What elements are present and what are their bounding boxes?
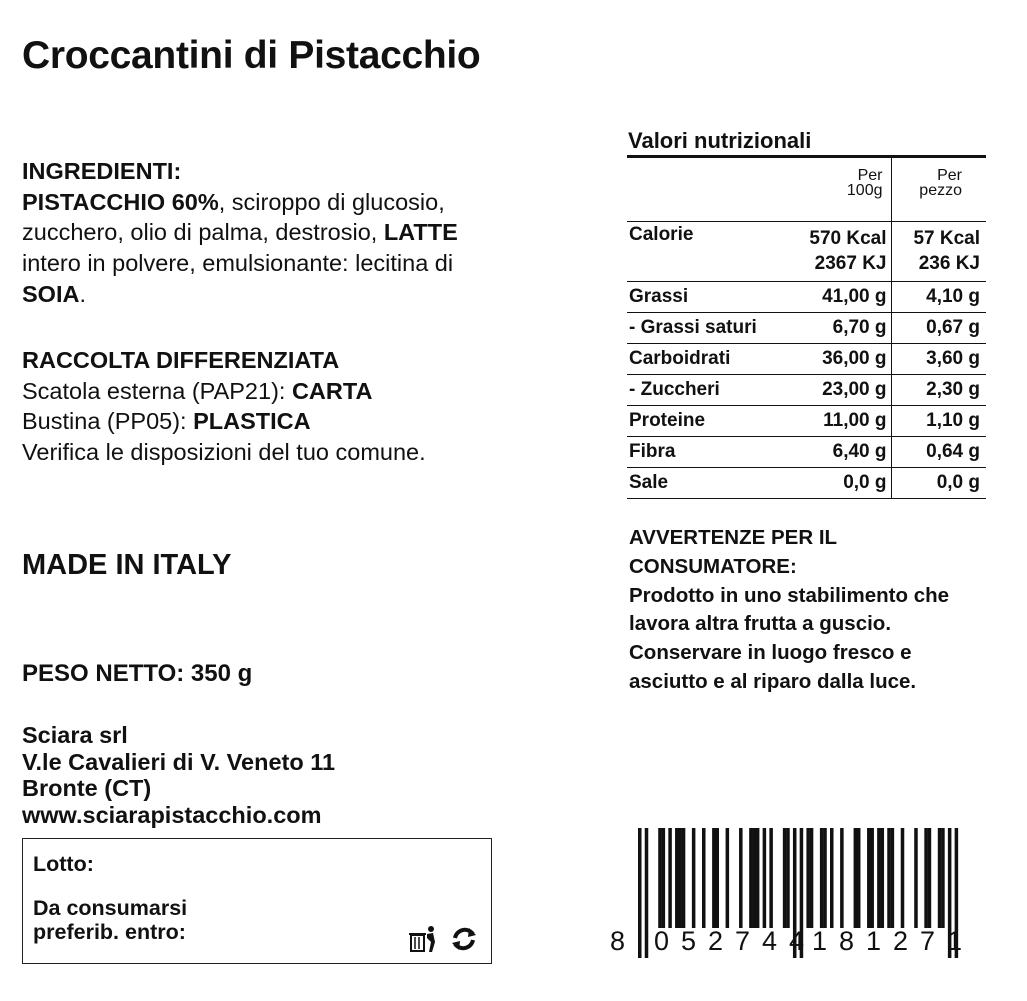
barcode-bar — [675, 828, 679, 928]
ingredients-text: intero in polvere, emulsionante: lecitina di — [22, 250, 454, 277]
lot-label: Lotto: — [33, 852, 94, 876]
barcode-bar — [810, 828, 814, 928]
barcode-bar — [692, 828, 696, 928]
nutrition-row — [627, 406, 986, 437]
ingredients-text: zucchero, olio di palma, destrosio, — [22, 219, 384, 246]
value-per-100g: 11,00 g — [798, 406, 891, 437]
barcode-bar — [786, 828, 790, 928]
company-website: www.sciarapistacchio.com — [22, 801, 322, 828]
barcode-bar — [840, 828, 844, 928]
nutrition-title: Valori nutrizionali — [628, 128, 812, 153]
nutrient-name: Calorie — [627, 222, 798, 282]
nutrition-row — [627, 344, 986, 375]
barcode-bar — [668, 828, 672, 928]
barcode-bar — [857, 828, 861, 928]
header-per-piece: Per pezzo — [891, 157, 986, 222]
barcode-bar — [712, 828, 716, 928]
value-per-piece: 1,10 g — [891, 406, 986, 437]
barcode-bar — [938, 828, 942, 928]
nutrition-row — [627, 375, 986, 406]
value-per-100g: 570 Kcal 2367 KJ — [798, 222, 891, 282]
ingredients-line — [22, 248, 562, 279]
nutrient-name: - Zuccheri — [627, 375, 798, 406]
value-per-piece: 2,30 g — [891, 375, 986, 406]
ingredients-block — [22, 156, 562, 310]
ingredients-line — [22, 279, 562, 310]
nutrition-row — [627, 313, 986, 344]
nutrition-row — [627, 282, 986, 313]
header-per-100g: Per 100g — [798, 157, 891, 222]
barcode-bar — [756, 828, 760, 928]
barcode-bar — [726, 828, 730, 928]
barcode-bar — [887, 828, 891, 928]
barcode-bar — [806, 828, 810, 928]
barcode-bar — [783, 828, 787, 928]
barcode-bar — [662, 828, 666, 928]
warnings-heading-line2: CONSUMATORE: — [629, 554, 797, 578]
nutrient-name: Fibra — [627, 437, 798, 468]
barcode-bar — [891, 828, 895, 928]
value-per-100g: 0,0 g — [798, 468, 891, 499]
barcode-bar — [877, 828, 881, 928]
tidyman-bin-icon — [409, 926, 435, 952]
nutrition-header-name — [627, 157, 798, 222]
warning-line: asciutto e al riparo dalla luce. — [629, 669, 917, 693]
barcode-bar — [823, 828, 827, 928]
value-per-piece: 4,10 g — [891, 282, 986, 313]
nutrition-row — [627, 468, 986, 499]
value-per-piece: 57 Kcal 236 KJ — [891, 222, 986, 282]
barcode-bar — [928, 828, 932, 928]
barcode-bar — [854, 828, 858, 928]
company-info — [22, 722, 335, 828]
value-per-100g: 23,00 g — [798, 375, 891, 406]
recycling-heading: RACCOLTA DIFFERENZIATA — [22, 347, 340, 373]
nutrient-name: Proteine — [627, 406, 798, 437]
barcode-bar — [749, 828, 753, 928]
barcode-bar — [924, 828, 928, 928]
barcode-bar — [739, 828, 743, 928]
barcode-bar — [715, 828, 719, 928]
value-per-piece: 0,67 g — [891, 313, 986, 344]
warning-line: Conservare in luogo fresco e — [629, 641, 912, 665]
ingredients-line — [22, 217, 562, 248]
recycling-text: Verifica le disposizioni del tuo comune. — [22, 439, 426, 466]
ean13-barcode — [610, 822, 982, 962]
nutrition-row-energy — [627, 222, 986, 282]
recycling-line — [22, 437, 426, 468]
best-before-line1: Da consumarsi — [33, 896, 188, 920]
warning-line: lavora altra frutta a guscio. — [629, 612, 892, 636]
barcode-bar — [702, 828, 706, 928]
barcode-left-digits: 052744 — [654, 926, 804, 956]
ingredients-text: PISTACCHIO 60% — [22, 188, 219, 215]
recycling-text: PLASTICA — [193, 408, 311, 435]
nutrient-name: - Grassi saturi — [627, 313, 798, 344]
recycling-line — [22, 406, 426, 437]
barcode-bar — [658, 828, 662, 928]
product-title: Croccantini di Pistacchio — [22, 34, 481, 77]
nutrient-name: Sale — [627, 468, 798, 499]
barcode-bar — [682, 828, 686, 928]
value-per-piece: 0,0 g — [891, 468, 986, 499]
value-per-100g: 36,00 g — [798, 344, 891, 375]
ingredients-list — [22, 187, 562, 310]
made-in-italy: MADE IN ITALY — [22, 549, 232, 581]
recycling-list — [22, 376, 426, 468]
value-per-100g: 6,40 g — [798, 437, 891, 468]
recycling-line — [22, 376, 426, 407]
recycling-block — [22, 345, 426, 468]
best-before-line2: preferib. entro: — [33, 919, 186, 944]
company-address: V.le Cavalieri di V. Veneto 11 — [22, 748, 336, 775]
value-per-100g: 6,70 g — [798, 313, 891, 344]
warning-line: Prodotto in uno stabilimento che — [629, 583, 950, 607]
recycling-text: Bustina (PP05): — [22, 408, 194, 435]
nutrition-row — [627, 437, 986, 468]
ingredients-text: LATTE — [383, 219, 458, 246]
value-per-piece: 3,60 g — [891, 344, 986, 375]
ingredients-heading: INGREDIENTI: — [22, 158, 182, 184]
barcode-bar — [901, 828, 905, 928]
barcode-bar — [769, 828, 773, 928]
nutrient-name: Carboidrati — [627, 344, 798, 375]
recycling-text: Scatola esterna (PAP21): — [22, 377, 292, 404]
best-before-label — [33, 897, 187, 944]
barcode-bar — [914, 828, 918, 928]
consumer-warnings — [629, 524, 949, 697]
ingredients-text: , sciroppo di glucosio, — [218, 188, 445, 215]
ingredients-text: . — [79, 280, 86, 307]
nutrient-name: Grassi — [627, 282, 798, 313]
ingredients-text: SOIA — [22, 280, 80, 307]
company-city: Bronte (CT) — [22, 775, 152, 801]
recycling-text: CARTA — [291, 377, 373, 404]
barcode-first-digit: 8 — [610, 926, 626, 956]
barcode-bar — [763, 828, 767, 928]
value-per-piece: 0,64 g — [891, 437, 986, 468]
barcode-bar — [638, 828, 642, 958]
ingredients-line — [22, 187, 562, 218]
barcode-bar — [678, 828, 682, 928]
value-per-100g: 41,00 g — [798, 282, 891, 313]
barcode-bar — [645, 828, 649, 958]
barcode-bar — [867, 828, 871, 928]
company-name: Sciara srl — [22, 722, 128, 748]
barcode-bar — [881, 828, 885, 928]
barcode-bar — [941, 828, 945, 928]
recycle-icon — [452, 928, 476, 950]
net-weight: PESO NETTO: 350 g — [22, 660, 253, 687]
barcode-bar — [753, 828, 757, 928]
barcode-bar — [820, 828, 824, 928]
warnings-heading-line1: AVVERTENZE PER IL — [629, 526, 838, 549]
barcode-bar — [830, 828, 834, 928]
lot-box — [22, 838, 492, 964]
nutrition-table — [627, 155, 986, 499]
barcode-bar — [870, 828, 874, 928]
barcode-right-digits: 181271 — [812, 926, 962, 956]
disposal-icons — [409, 924, 477, 954]
